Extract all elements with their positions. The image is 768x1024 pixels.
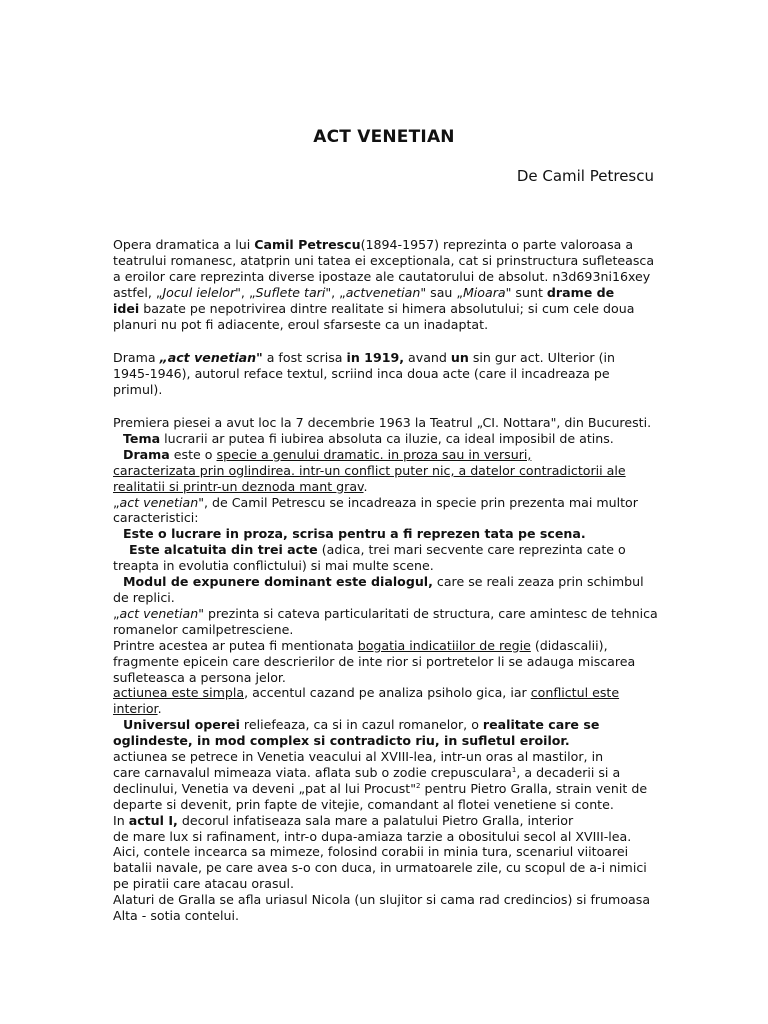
text-line: romanelor camilpetresciene.: [113, 621, 294, 637]
text-line: de replici.: [113, 589, 175, 605]
text-line: idei bazate pe nepotrivirea dintre realitate si himera absolutului; si cum cele doua: [113, 300, 635, 316]
text-line: Tema lucrarii ar putea fi iubirea absoluta ca iluzie, ca ideal imposibil de atins.: [123, 430, 614, 446]
text-line: actiunea se petrece in Venetia veacului al XVIII-lea, intr-un oras al mastilor, in: [113, 749, 604, 765]
text-line: Printre acestea ar putea fi mentionata bogatia indicatiilor de regie (didascalii),: [113, 637, 608, 653]
text-line: teatrului romanesc, atatprin uni tatea ei exceptionala, cat si prinstructura sufleteasca: [113, 252, 655, 268]
paragraph-intro: [113, 237, 673, 332]
text-line: Premiera piesei a avut loc la 7 decembrie 1963 la Teatrul „CI. Nottara", din Bucuresti.: [113, 415, 652, 430]
text-line: de mare lux si rafinament, intr-o dupa-amiaza tarzie a obositului secol al XVIII-lea.: [113, 828, 632, 844]
text-line: „act venetian" prezinta si cateva particularitati de structura, care amintesc de tehnica: [113, 605, 658, 621]
text-line: planuri nu pot fi adiacente, eroul sfarseste ca un inadaptat.: [113, 316, 489, 332]
text-line: a eroilor care reprezinta diverse ipostaze ale cautatorului de absolut. n3d693ni16xey: [113, 268, 651, 284]
footnote-ref: 2: [416, 781, 421, 790]
text-line: Universul operei reliefeaza, ca si in cazul romanelor, o realitate care se: [123, 717, 600, 733]
text-line: actiunea este simpla, accentul cazand pe analiza psiholo gica, iar conflictul este: [113, 685, 620, 701]
text-line: Alaturi de Gralla se afla uriasul Nicola (un slujitor si cama rad credincios) si frumoasa: [113, 892, 651, 908]
text-line: Drama este o specie a genului dramatic. in proza sau in versuri,: [123, 446, 532, 462]
text-line: declinului, Venetia va deveni „pat al lui Procust"$^2$ pentru Pietro Gralla, strain venit de: [113, 780, 648, 796]
text-line: In actul I, decorul infatiseaza sala mare a palatului Pietro Gralla, interior: [113, 812, 574, 828]
footnote-ref: 1: [511, 765, 517, 774]
text-line: departe si devenit, prin fapte de vitejie, comandant al flotei venetiene si conte.: [113, 796, 614, 812]
text-line: care carnavalul mimeaza viata. aflata sub o zodie crepusculara$^1$, a decaderii si a: [113, 764, 621, 780]
text-line: batalii navale, pe care avea s-o con duca, in urmatoarele zile, cu scopul de a-i nimici: [113, 860, 647, 876]
text-line: treapta in evolutia conflictului) si mai multe scene.: [113, 558, 434, 574]
text-line: oglindeste, in mod complex si contradicto riu, in sufletul eroilor.: [113, 733, 570, 749]
text-line: interior.: [113, 701, 162, 717]
text-line: Este o lucrare in proza, scrisa pentru a fi reprezen tata pe scena.: [123, 526, 586, 542]
text-line: astfel, „Jocul ielelor", „Suflete tari", „actvenetian" sau „Mioara" sunt drame de: [113, 284, 615, 300]
page-title: ACT VENETIAN: [313, 127, 455, 147]
text-line: Alta - sotia contelui.: [113, 908, 240, 924]
author-line: De Camil Petrescu: [516, 167, 654, 185]
text-line: Aici, contele incearca sa mimeze, folosind corabii in minia tura, scenariul viitoarei: [113, 844, 629, 860]
paragraph-body: [113, 415, 673, 924]
text-line: 1945-1946), autorul reface textul, scriind inca doua acte (care il incadreaza pe: [113, 365, 610, 381]
text-line: pe piratii care atacau orasul.: [113, 876, 295, 892]
text-line: Opera dramatica a lui Camil Petrescu(1894-1957) reprezinta o parte valoroasa a: [113, 237, 634, 252]
text-line: „act venetian", de Camil Petrescu se incadreaza in specie prin prezenta mai multor: [113, 494, 638, 510]
text-line: Drama „act venetian" a fost scrisa in 1919, avand un sin gur act. Ulterior (in: [113, 350, 615, 365]
text-line: realitatii si printr-un deznoda mant grav.: [113, 478, 368, 494]
paragraph-drama: [113, 350, 673, 398]
text-line: caracterizata prin oglindirea. intr-un conflict puter nic, a datelor contradictorii ale: [113, 462, 626, 478]
text-line: Este alcatuita din trei acte (adica, trei mari secvente care reprezinta cate o: [129, 542, 626, 558]
text-line: fragmente epicein care descrierilor de inte rior si portretelor li se adauga miscarea: [113, 653, 636, 669]
text-line: caracteristici:: [113, 510, 199, 526]
text-line: sufleteasca a persona jelor.: [113, 669, 286, 685]
text-line: primul).: [113, 381, 163, 397]
text-line: Modul de expunere dominant este dialogul, care se reali zeaza prin schimbul: [123, 574, 644, 590]
